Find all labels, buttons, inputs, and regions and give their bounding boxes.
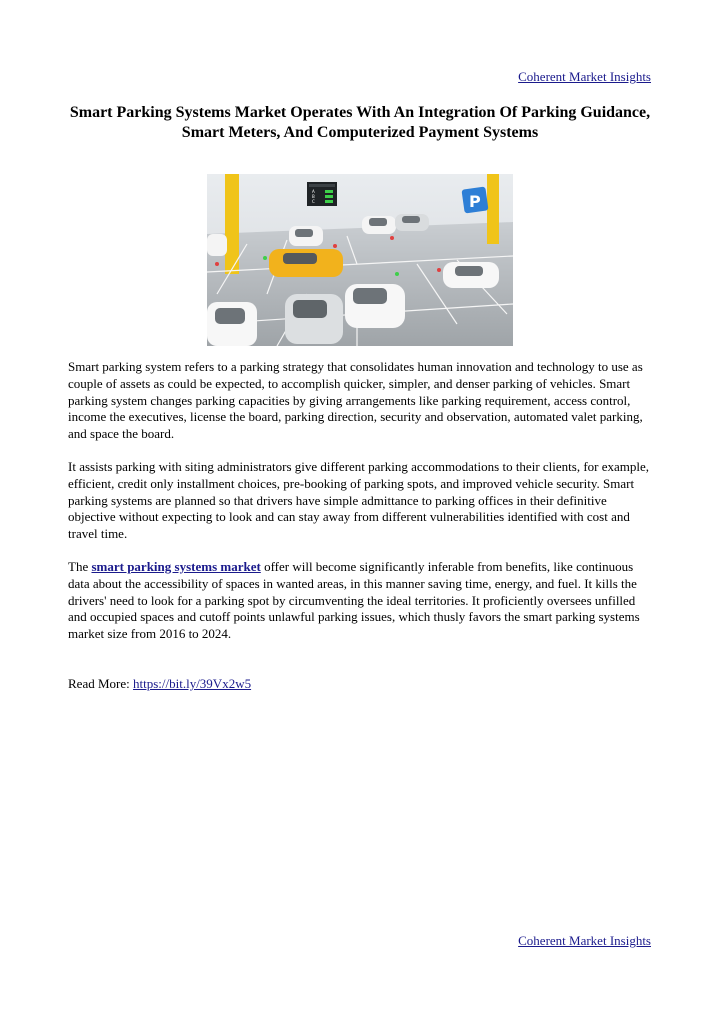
car-white-left (289, 226, 323, 246)
read-more-label: Read More: (68, 676, 133, 691)
parking-sign-icon (461, 186, 488, 213)
article-title: Smart Parking Systems Market Operates With An Integration Of Parking Guidance, Smart Meters, And Computerized Payment Systems (69, 104, 651, 141)
paragraph-1: Smart parking system refers to a parking strategy that consolidates human innovation and technology to use as couple of assets as could be expected, to accomplish quicker, simpler, and denser parking of vehicles. Smart parking system changes parking capacities by giving arrangements like parking requirement, access control, income the executives, license the board, parking direction, security and observation, automated valet parking, and space the board. (68, 359, 643, 442)
car-gray-top (395, 214, 429, 231)
car-gray-center (285, 294, 343, 344)
paragraph-3-prefix: The (68, 559, 92, 574)
read-more-url-link[interactable]: https://bit.ly/39Vx2w5 (132, 676, 252, 691)
car-white-top-right (362, 216, 396, 234)
car-white-bottom-left (207, 302, 257, 346)
read-more (68, 676, 251, 692)
footer-site-link[interactable]: Coherent Market Insights (518, 933, 651, 948)
guidance-board (307, 182, 337, 206)
paragraph-2: It assists parking with siting administrators give different parking accommodations to their clients, for example, efficient, credit only installment choices, pre-booking of parking spots, and improved vehicle security. Smart parking systems are planned so that drivers have simple admittance to parking offices in their definitive objective without expecting to look and can stay away from different vulnerabilities identified with cost and travel time. (68, 459, 650, 542)
board-row-c: C (312, 199, 315, 204)
board-row-a: A (312, 189, 315, 194)
car-yellow-taxi (269, 249, 343, 277)
car-white-center (345, 284, 405, 328)
parking-garage-image (207, 174, 513, 346)
paragraph-3-suffix: offer will become significantly inferable from benefits, like continuous data about the accessibility of spaces in wanted areas, in this manner saving time, energy, and fuel. It kills the drivers' need to look for a parking spot by circumventing the ideal territories. It proficiently oversees unfilled and occupied spaces and cutoff points unlawful parking issues, which thusly favors the smart parking systems market size from 2016 to 2024. (68, 559, 640, 642)
header-site-link[interactable]: Coherent Market Insights (518, 69, 651, 84)
car-white-right (443, 262, 499, 288)
board-row-b: B (312, 194, 315, 199)
parking-sign-letter: P (469, 192, 481, 211)
paragraph-3 (68, 559, 656, 643)
smart-parking-market-link[interactable]: smart parking systems market (91, 559, 261, 574)
car-white-edge-left (207, 234, 227, 256)
